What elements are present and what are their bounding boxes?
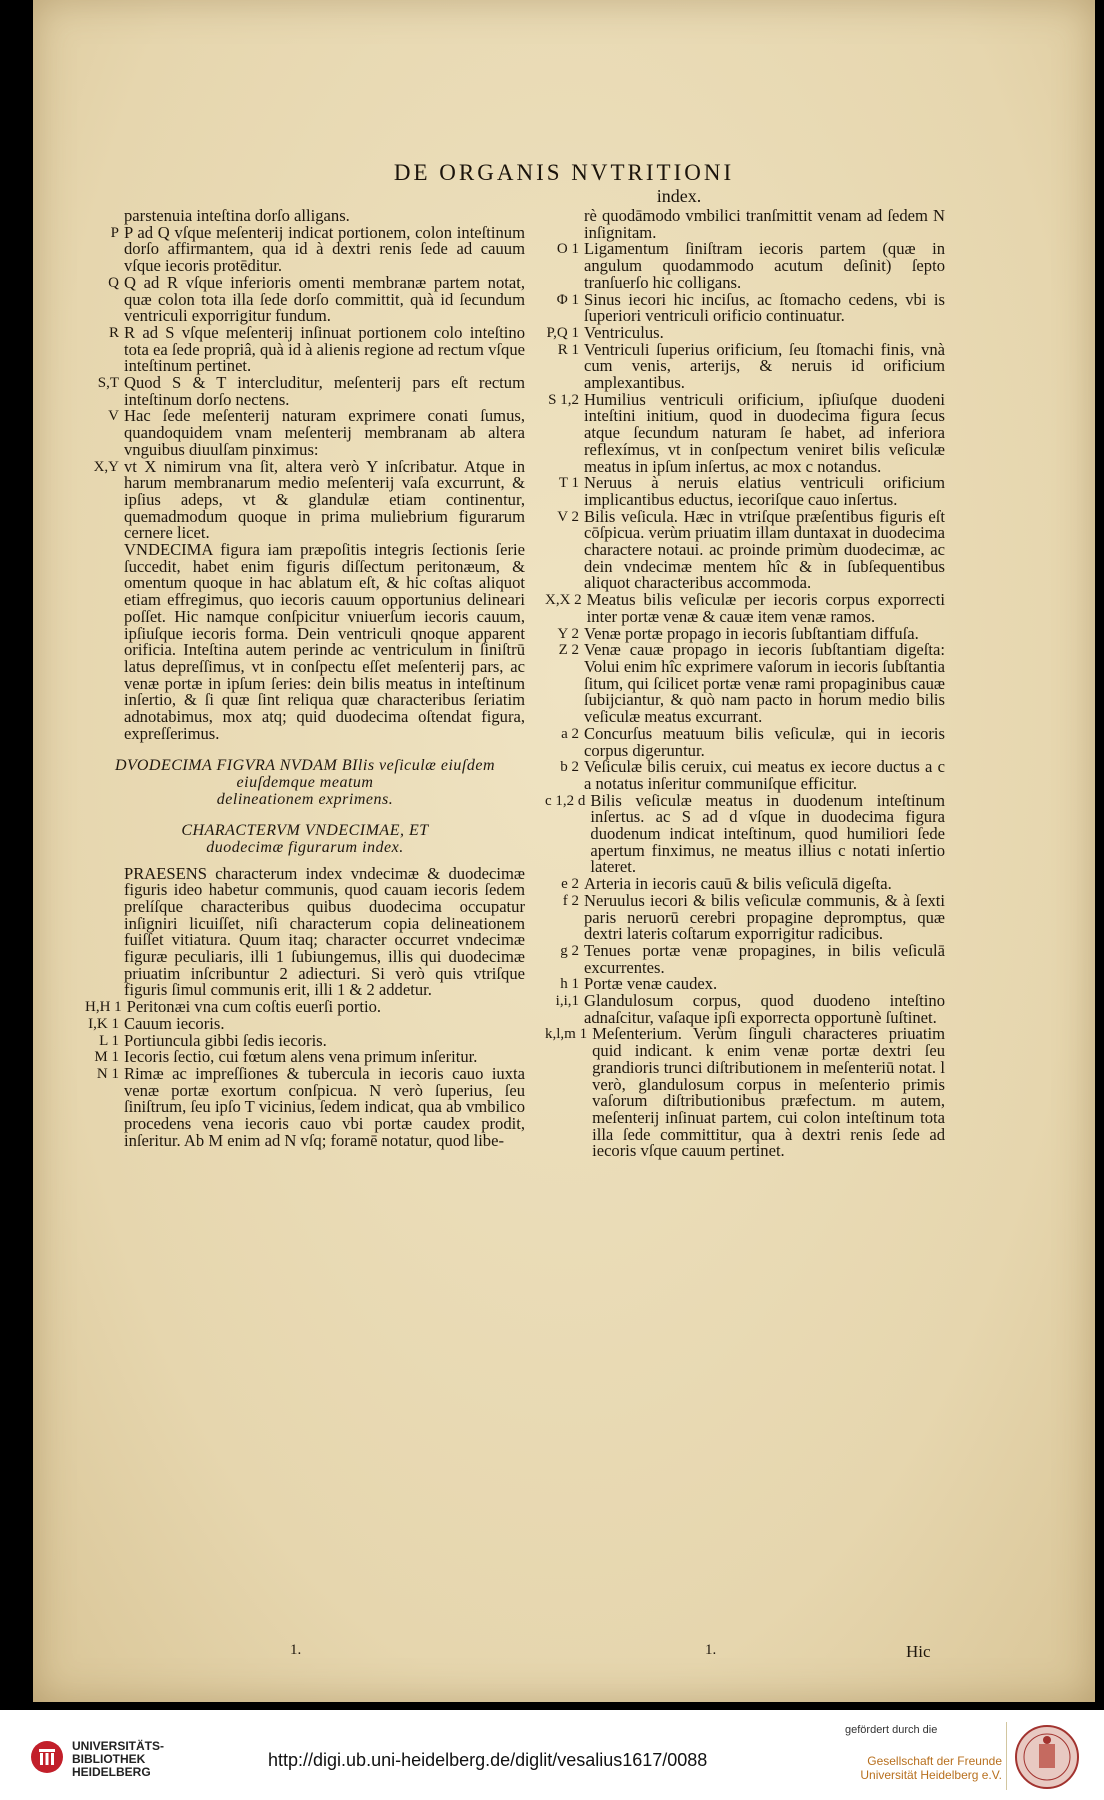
index-entry — [545, 790, 945, 877]
index-entry-text: Ventriculus. — [584, 322, 664, 342]
index-entry-text: Iecoris ſectio, cui fœtum alens vena primum inſeritur. — [124, 1047, 478, 1067]
viewer-footer — [0, 1710, 1104, 1800]
index-letter-mark: P,Q 1 — [546, 324, 579, 341]
index-letter-mark: I,K 1 — [88, 1015, 119, 1032]
index-entry — [545, 389, 945, 476]
index-letter-mark: a 2 — [561, 725, 579, 742]
index-letter-mark: g 2 — [560, 942, 579, 959]
library-name-line: BIBLIOTHEK — [72, 1752, 146, 1766]
index-entry — [85, 222, 525, 276]
index-entry-text: Bilis veſicula. Hæc in vtriſque præſentibus figuris eſt cōſpicua. verùm priuatim illam duntaxat in duodecima charactere notaui. ac proinde primùm duodecimæ, ac dein vndecimæ mentem hîc & in ſubſequentibus aliquot characteribus accommoda. — [584, 506, 945, 593]
index-letter-mark — [85, 866, 124, 1000]
index-entry-text: Ligamentum ſiniſtram iecoris partem (quæ in angulum quodammodo acutum deſinit) ſepto tranſuerſo hic colligans. — [584, 239, 945, 292]
index-entry-text: Arteria in iecoris cauū & bilis veſiculā digeſta. — [584, 874, 892, 894]
index-entry-text: Bilis veſiculæ meatus in duodenum inteſtinum inſertus. ac S ad d vſque in duodecima figura duodenum indicat inteſtinum, quod humiliori ſede apertum finximus, ne meatus illius c notati inſertio lateret. — [590, 790, 945, 877]
index-entry-text: Peritonæi vna cum coſtis euerſi portio. — [126, 997, 382, 1017]
index-entry — [85, 408, 525, 458]
page-title: DE ORGANIS NVTRITIONI — [393, 160, 735, 185]
index-letter-mark: X,Y — [93, 458, 119, 475]
index-entry — [545, 339, 945, 393]
index-letter-mark — [85, 208, 124, 225]
index-letter-mark: O 1 — [556, 241, 579, 258]
index-letter-mark: V — [108, 408, 119, 425]
permalink-url[interactable]: http://digi.ub.uni-heidelberg.de/diglit/vesalius1617/0088 — [268, 1750, 708, 1770]
index-entry-text: Cauum iecoris. — [124, 1013, 225, 1033]
index-entry-text: Venæ portæ propago in iecoris ſubſtantiam diffuſa. — [584, 623, 919, 643]
signature-mark-right: 1. — [705, 1642, 717, 1658]
index-entry — [545, 642, 945, 726]
university-seal-icon — [1014, 1724, 1080, 1790]
index-entry-text: Hac ſede meſenterij naturam exprimere conati ſumus, quandoquidem vnam meſenterij membranam ab altera vnguibus diuulſam pinximus: — [124, 406, 525, 459]
library-name — [72, 1740, 164, 1779]
book-page — [33, 0, 1095, 1702]
index-entry — [85, 322, 525, 376]
index-entry — [545, 592, 945, 625]
index-entry-text: vt X nimirum vna ſit, altera verò Y inſcribatur. Atque in harum membranarum medio meſenterij vaſa excurrunt, & ipſius adeps, vt & glandulæ etiam continentur, quemadmodum quoque in prima muliebrium figurarum cernere licet. — [124, 456, 525, 543]
index-letter-mark: N 1 — [96, 1065, 119, 1082]
heading-line: DVODECIMA FIGVRA NVDAM BIlis veſiculæ eiuſdem eiuſdemque meatum — [114, 756, 495, 791]
index-entry-text: Ventriculi ſuperius orificium, ſeu ſtomachi finis, vnà cum venis, arterijs, & neruis id orificium amplexantibus. — [584, 339, 945, 393]
index-letter-mark: T 1 — [558, 475, 579, 492]
index-entry-text: Neruulus iecori & bilis veſiculæ communis, & à ſexti paris neruorū cerebri propagine depromptus, quæ dextri lateris coſtarum exporrigitur radicibus. — [584, 890, 945, 944]
index-entry — [85, 272, 525, 326]
index-entry-text: Humilius ventriculi orificium, ipſiuſque duodeni inteſtini initium, quod in duodecima figura ſecus atque ſecundum naturam ſe habet, ad inferiora reflexímus, vt in conſpectum veniret bilis veſiculæ meatus in ipſum inſertus, ac mox c notandus. — [584, 389, 945, 476]
index-entry-text: Neruus à neruis elatius ventriculi orificium implicantibus eductus, iecoriſque cauo inſertus. — [584, 473, 945, 509]
index-letter-mark: h 1 — [560, 976, 579, 993]
index-entry — [545, 1026, 945, 1160]
index-entry — [545, 759, 945, 792]
index-entry — [545, 940, 945, 977]
index-letter-mark — [85, 542, 124, 742]
index-letter-mark: f 2 — [562, 892, 579, 909]
index-entry-text: P ad Q vſque meſenterij indicat portionem, colon inteſtinum dorſo affirmantem, qua id à dextri renis ſede ad cauum vſque iecoris protēditur. — [124, 222, 525, 276]
index-letter-mark: V 2 — [557, 508, 579, 525]
scan-frame — [30, 0, 1104, 1710]
index-letter-mark: P — [110, 224, 119, 241]
index-entry-text: Glandulosum corpus, quod duodeno inteſtino adnaſcitur, vaſaque ipſi exporrecta opportunè ſuſtinet. — [584, 991, 945, 1027]
index-entry-text: R ad S vſque meſenterij inſinuat portionem colo inteſtino tota ea ſede propriâ, quà id à alienis regione ad rectum vſque inteſtinum pertinet. — [124, 322, 525, 376]
index-letter-mark: b 2 — [560, 759, 579, 776]
index-entry — [85, 542, 525, 742]
index-entry — [85, 863, 525, 1000]
index-letter-mark: M 1 — [94, 1049, 119, 1066]
index-entry-text: Veſiculæ bilis ceruix, cui meatus ex iecore ductus a c a notatus inſeritur communiſque efficitur. — [584, 757, 945, 793]
index-entry — [545, 241, 945, 291]
heading-line: delineationem exprimens. — [216, 790, 394, 808]
index-letter-mark — [545, 208, 584, 241]
index-letter-mark: Z 2 — [558, 642, 579, 659]
funded-by-label: gefördert durch die — [845, 1724, 938, 1736]
index-entry-text: VNDECIMA figura iam præpoſitis integris ſectionis ſerie ſuccedit, habet enim figuris diſſectum peritonæum, & omentum quoque in hac ablatum eſt, & hic coſtas aliquot etiam effregimus, quo iecoris cauum opportunius delineari poſſet. Hic namque conſpicitur vniuerſum iecoris cauum, ipſiuſque iecoris forma. Dein ventriculi qnoque apparent orificia. Inteſtina autem perinde ac ventriculum in ſiniſtrū latus depreſſimus, vt in conſpectu eſſet meſenterij pars, ac venæ portæ in ipſum ſeries: dein bilis meatus in inteſtinum inſertio, & ſi quæ ſint reliqua quæ characteribus ſeriatim adnotabimus, mox atq; quid duodecima oſtendat figura, expreſſerimus. — [124, 540, 525, 743]
index-letter-mark: X,X 2 — [545, 592, 582, 609]
index-entry — [85, 1063, 525, 1150]
index-entry — [545, 723, 945, 760]
index-letter-mark: Φ 1 — [556, 291, 579, 308]
page-subtitle: index. — [656, 186, 702, 206]
index-entry-text: rè quodāmodo vmbilici tranſmittit venam ad ſedem N inſignitam. — [584, 206, 945, 242]
index-letter-mark: i,i,1 — [555, 993, 579, 1010]
index-entry-text: Rimæ ac impreſſiones & tubercula in iecoris cauo iuxta venæ portæ exortum conſpicua. N verò ſuperius, ſeu ſiniſtrum, ſeu ipſo T vicinius, ſedem indicat, qua ab vmbilico procedens vena iecoris cauo vbi portæ caudex prodit, inſeritur. Ab M enim ad N vſq; foramē notatur, quod libe- — [124, 1063, 525, 1150]
left-column — [85, 208, 525, 1149]
index-entry — [545, 475, 945, 508]
index-entry — [545, 890, 945, 944]
signature-mark-left: 1. — [290, 1642, 302, 1658]
index-entry-text: Portiuncula gibbi ſedis iecoris. — [124, 1030, 327, 1050]
index-entry-text: Q ad R vſque inferioris omenti membranæ partem notat, quæ colon tota illa ſede dorſo committit, quà id ſecundum ventriculi exporrigitur fundum. — [124, 272, 525, 326]
index-entry — [545, 208, 945, 241]
library-name-line: HEIDELBERG — [72, 1765, 151, 1779]
catchword: Hic — [906, 1642, 931, 1661]
index-letter-mark: H,H 1 — [85, 999, 122, 1016]
index-entry-text: Concurſus meatuum bilis veſiculæ, qui in iecoris corpus digeruntur. — [584, 723, 945, 760]
index-letter-mark: S 1,2 — [548, 391, 579, 408]
index-letter-mark: R 1 — [557, 341, 579, 358]
index-entry — [545, 506, 945, 593]
society-name-line: Universität Heidelberg e.V. — [860, 1768, 1002, 1782]
index-letter-mark: e 2 — [561, 876, 579, 893]
section-heading-characterum — [85, 822, 525, 856]
index-entry-text: Sinus iecori hic inciſus, ac ſtomacho cedens, vbi is ſuperiori ventriculi orificio continuatur. — [584, 289, 945, 326]
index-entry-text: Venæ cauæ propago in iecoris ſubſtantiam digeſta: Volui enim hîc exprimere vaſorum in iecoris ſubſtantia ſitum, qui ſcilicet portæ venæ rami propaginibus cauæ ſubijciantur, & quò nam pacto in horum medio bilis veſiculæ meatus excurrant. — [584, 640, 945, 727]
index-letter-mark: L 1 — [99, 1032, 119, 1049]
index-entry — [545, 289, 945, 326]
index-entry-text: parstenuia inteſtina dorſo alligans. — [124, 206, 350, 225]
divider — [1006, 1722, 1007, 1790]
heading-line: duodecimæ figurarum index. — [206, 838, 404, 856]
index-entry-text: Tenues portæ venæ propagines, in bilis veſiculā excurrentes. — [584, 940, 945, 977]
right-column — [545, 208, 945, 1160]
index-entry-text: Portæ venæ caudex. — [584, 974, 718, 994]
index-entry-text: Quod S & T intercluditur, meſenterij pars eſt rectum inteſtinum dorſo nectens. — [124, 373, 525, 409]
section-heading-duodecima — [85, 757, 525, 808]
society-name[interactable] — [850, 1754, 1002, 1782]
index-letter-mark: k,l,m 1 — [545, 1026, 588, 1043]
index-entry — [85, 456, 525, 543]
index-entry-text: Meatus bilis veſiculæ per iecoris corpus exporrecti inter portæ venæ & cauæ item venæ ramos. — [586, 590, 945, 626]
university-library-logo-icon — [30, 1740, 64, 1774]
index-letter-mark: S,T — [97, 375, 119, 392]
index-letter-mark: R — [108, 324, 119, 341]
society-name-line: Gesellschaft der Freunde — [867, 1754, 1002, 1768]
index-entry-text: PRAESENS characterum index vndecimæ & duodecimæ figuris ideo habetur communis, quod cauam iecoris ſedem prelíſque characteribus quibus duodecima occupatur inſigniri licuiſſet, niſi characterum copia delineationem fuiſſet vitiatura. Quum itaq; character occurret vndecimæ figuræ peculiaris, illi 1 ſubiungemus, illis qui duodecimæ priuatim inſcribuntur 2 adiecturi. Si verò quis vtriſque figuris ſimul communis erit, illi 1 & 2 addetur. — [124, 863, 525, 1000]
index-letter-mark: Q — [108, 274, 119, 291]
heading-line: CHARACTERVM VNDECIMAE, ET — [181, 821, 429, 839]
index-entry-text: Meſenterium. Verùm ſinguli characteres priuatim quid indicant. k enim venæ portæ dextri ſeu grandioris trunci diſtributionem in meſenteriū notat. l verò, glandulosum corpus in meſenterio primis vaſorum diſtributionibus præfectum. m autem, meſenterij inſinuat partem, cui colon inteſtinum tota illa ſede committitur, qua à dextri renis ſede ad iecoris vſque cauum pertinet. — [592, 1024, 945, 1161]
library-name-line: UNIVERSITÄTS- — [72, 1739, 165, 1753]
index-letter-mark: c 1,2 d — [545, 792, 586, 809]
index-entry — [545, 993, 945, 1026]
index-letter-mark: Y 2 — [557, 625, 579, 642]
index-entry — [85, 375, 525, 408]
